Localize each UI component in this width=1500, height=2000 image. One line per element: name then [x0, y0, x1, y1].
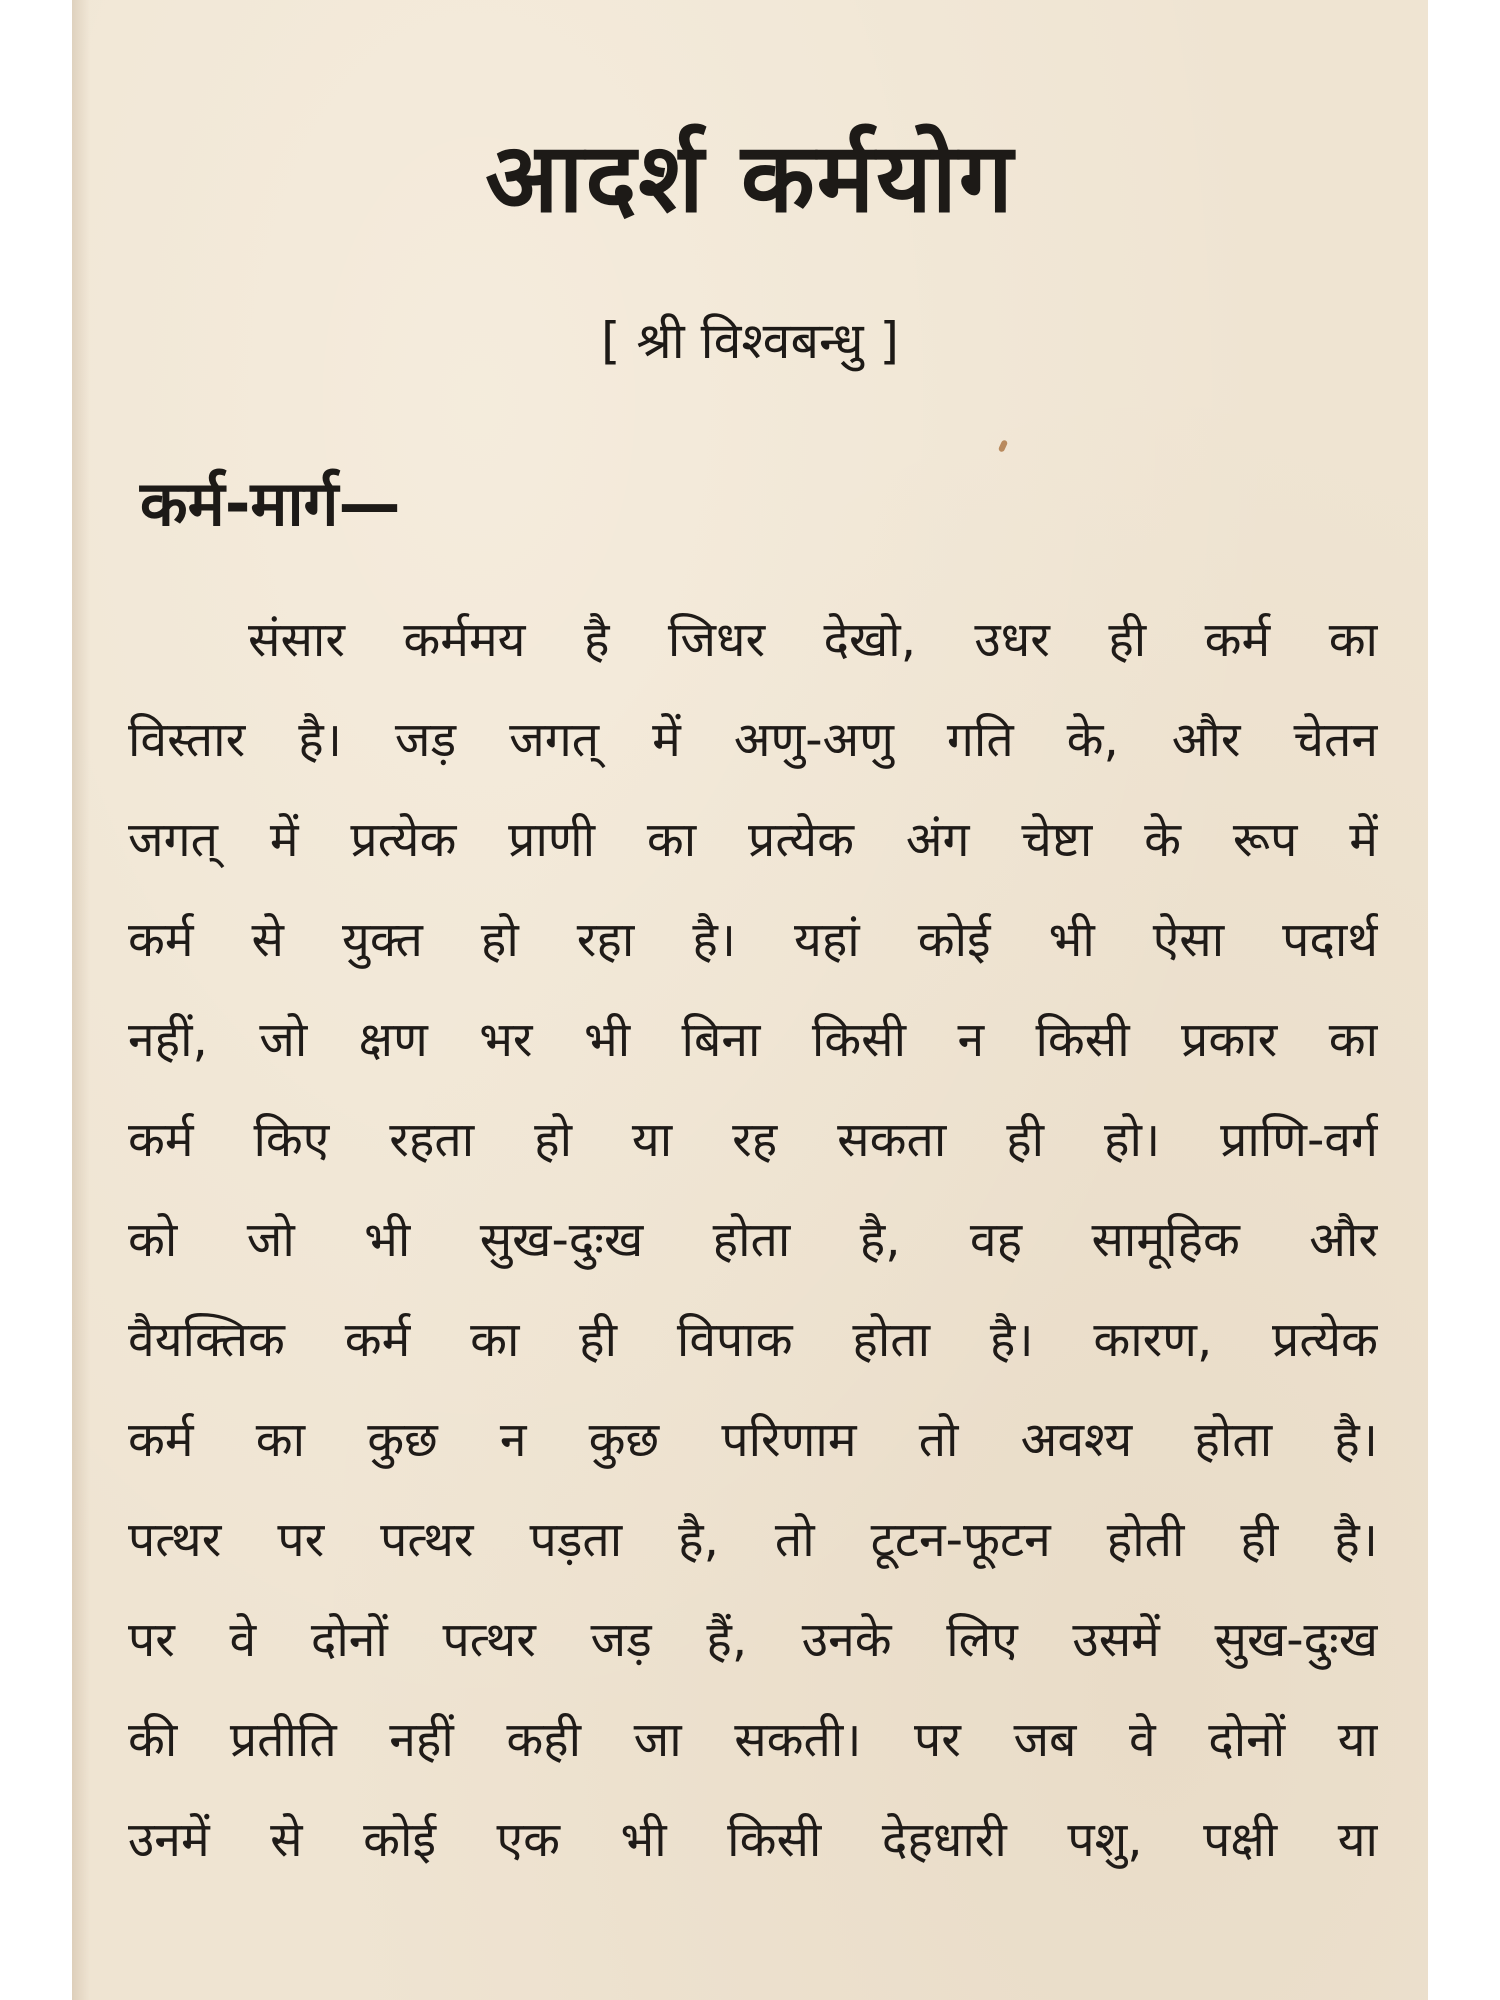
- text-line: जगत् में प्रत्येक प्राणी का प्रत्येक अंग चेष्टा के रूप में: [128, 812, 1378, 868]
- text-line: पर वे दोनों पत्थर जड़ हैं, उनके लिए उसमें सुख-दुःख: [128, 1612, 1378, 1668]
- paper-speck: [998, 439, 1009, 452]
- book-page: [72, 0, 1428, 2000]
- text-line: कर्म से युक्त हो रहा है। यहां कोई भी ऐसा पदार्थ: [128, 912, 1378, 968]
- author-line: [ श्री विश्वबन्धु ]: [601, 312, 899, 370]
- text-line: की प्रतीति नहीं कही जा सकती। पर जब वे दोनों या: [128, 1712, 1378, 1768]
- text-line: विस्तार है। जड़ जगत् में अणु-अणु गति के, और चेतन: [128, 712, 1378, 768]
- text-line: कर्म किए रहता हो या रह सकता ही हो। प्राणि-वर्ग: [128, 1112, 1378, 1168]
- text-line: कर्म का कुछ न कुछ परिणाम तो अवश्य होता है।: [128, 1412, 1378, 1468]
- text-line: को जो भी सुख-दुःख होता है, वह सामूहिक और: [128, 1212, 1378, 1268]
- text-line: पत्थर पर पत्थर पड़ता है, तो टूटन-फूटन होती ही है।: [128, 1512, 1378, 1568]
- page-title: आदर्श कर्मयोग: [485, 122, 1015, 234]
- text-line: नहीं, जो क्षण भर भी बिना किसी न किसी प्रकार का: [128, 1012, 1378, 1068]
- body-text: [128, 590, 1378, 1890]
- page-edge-shadow: [72, 0, 90, 2000]
- section-heading: कर्म-मार्ग—: [140, 467, 401, 540]
- text-line: वैयक्तिक कर्म का ही विपाक होता है। कारण, प्रत्येक: [128, 1312, 1378, 1368]
- text-line: संसार कर्ममय है जिधर देखो, उधर ही कर्म का: [248, 612, 1378, 668]
- text-line: उनमें से कोई एक भी किसी देहधारी पशु, पक्षी या: [128, 1812, 1378, 1868]
